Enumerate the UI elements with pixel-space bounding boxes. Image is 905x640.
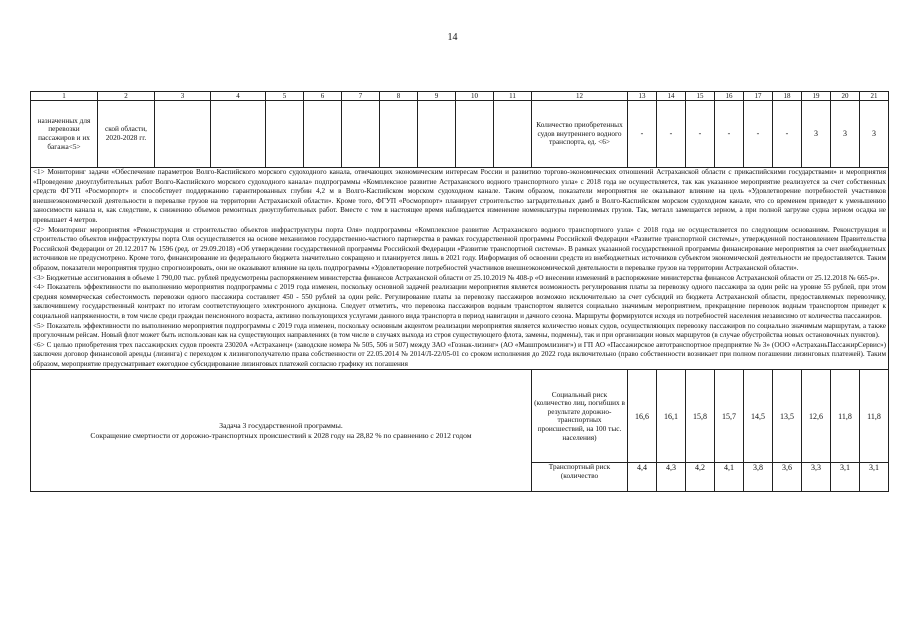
value-cell: 3,6	[773, 463, 802, 492]
col-number: 18	[773, 92, 802, 101]
value-cell: -	[773, 101, 802, 168]
indicator-cell: Количество приобретенных судов внутреннего водного транспорта, ед. <6>	[532, 101, 628, 168]
col-number: 20	[831, 92, 860, 101]
indicator-cell: Транспортный риск (количество	[532, 463, 628, 492]
footnote: <1> Мониторинг задачи «Обеспечение параметров Волго-Каспийского морского судоходного канала, отвечающих экономическим интересам России и развитию торгово-экономических отношений Астраханской области с прикаспийскими государствами» и мероприятия «Проведение дноуглубительных работ Волго-Каспийского морского судоходного канала» подпрограммы «Комплексное развитие Астраханского водного транспортного узла» с 2018 года не осуществляется, так как указанное мероприятие реализуется за счет собственных средств ФГУП «Росморпорт» и способствует поддержанию гарантированных глубин 4,2 м в Волго-Каспийском морском судоходном канале. Таким образом, показатели мероприятия не оказывают влияние на цель «Удовлетворение потребностей участников внешнеэкономической деятельности в перевалке грузов на территории Астраханской области». Кроме того, ФГУП «Росморпорт» планирует строительство заградительных дамб в Волго-Каспийском морском судоходном канале, что со временем приведет к уменьшению заносимости канала и, как следствие, к снижению объемов ремонтных дноуглубительных работ. Вместе с тем в настоящее время наблюдается изменение номенклатуры перевозимых грузов. Так, металл замещается зерном, а при полной загрузке судна зерном осадка не превышает 4 метров.	[33, 168, 886, 224]
indicators-table	[30, 91, 889, 492]
col-number: 3	[155, 92, 211, 101]
task-cell	[31, 370, 532, 492]
col-number: 11	[494, 92, 532, 101]
header-row	[31, 92, 889, 101]
table-row	[31, 101, 889, 168]
table-row	[31, 370, 889, 463]
value-cell: 3,1	[860, 463, 889, 492]
value-cell: 11,8	[860, 370, 889, 463]
footnote: <6> С целью приобретения трех пассажирских судов проекта 23020А «Астраханец» (заводские номера № 505, 506 и 507) между ЗАО «Гознак-лизинг» (АО «Машпромлизинг») и ГП АО «Пассажирское автотранспортное предприятие № 3» (ООО «АстраханьПассажирСервис») заключен договор финансовой аренды (лизинга) с переходом к лизингополучателю права собственности от 22.05.2014 № 2014/Л-22/05-01 со сроком исполнения до 2022 года включительно (право собственности возникает при полном погашении лизинговых платежей). Таким образом, мероприятие предусматривает ежегодное субсидирование лизинговых платежей согласно графику их погашения	[33, 340, 886, 368]
footnote: <5> Показатель эффективности по выполнению мероприятия подпрограммы с 2019 года изменен, поскольку основным акцентом реализации мероприятия является количество новых судов, осуществляющих перевозку пассажиров по социально значимым маршрутам, а также прогулочным рейсам. Новый флот может быть использован как на существующих направлениях (в том числе в случаях выхода из строя существующего флота, замены, подмены), так и при организации новых маршрутов (в случае обустройства новых остановочных пунктов).	[33, 321, 886, 340]
indicator-cell: Социальный риск (количество лиц, погибших в результате дорожно-транспортных происшествий, на 100 тыс. населения)	[532, 370, 628, 463]
value-cell: 15,7	[715, 370, 744, 463]
value-cell: -	[657, 101, 686, 168]
empty-cell	[304, 101, 342, 168]
col-number: 17	[744, 92, 773, 101]
value-cell: 15,8	[686, 370, 715, 463]
empty-cell	[342, 101, 380, 168]
col-number: 9	[418, 92, 456, 101]
value-cell: 4,1	[715, 463, 744, 492]
value-cell: 16,1	[657, 370, 686, 463]
footnote: <4> Показатель эффективности по выполнению мероприятия подпрограммы с 2019 года изменен, поскольку основной задачей реализации мероприятия является возможность регулирования платы за перевозку одного пассажира за один рейс на уровне 55 рублей, при этом средняя коммерческая себестоимость перевозки одного пассажира составляет 450 - 550 рублей за один рейс. Регулирование платы за перевозку пассажиров возможно исключительно за счет субсидий из бюджета Астраханской области, предоставляемых перевозчику, заключившему государственный контракт по итогам соответствующего электронного аукциона. Следует отметить, что перевозка пассажиров водным транспортом является социально значимым мероприятием, прекращение перевозок водным транспортом приведет к социальной напряженности, в том числе среди граждан пенсионного возраста, активно пользующихся услугами данного вида транспорта в период навигации и дачного сезона. Маршруты формируются исходя из потребностей населения независимо от количества пассажиров.	[33, 283, 886, 320]
col-number: 16	[715, 92, 744, 101]
task-title: Задача 3 государственной программы.	[219, 420, 343, 430]
col-number: 10	[456, 92, 494, 101]
page-number: 14	[447, 32, 458, 43]
footnotes-cell	[31, 168, 889, 370]
value-cell: 3,8	[744, 463, 773, 492]
col-number: 15	[686, 92, 715, 101]
value-cell: -	[715, 101, 744, 168]
col-number: 5	[266, 92, 304, 101]
value-cell: 16,6	[628, 370, 657, 463]
footnote: <3> Бюджетные ассигнования в объеме 1 790,00 тыс. рублей предусмотрены распоряжением министерства финансов Астраханской области от 25.10.2019 № 408-р «О внесении изменений в распоряжение министерства финансов Астраханской области от 25.12.2018 № 665-р».	[33, 273, 880, 282]
value-cell: 14,5	[744, 370, 773, 463]
task-text: Сокращение смертности от дорожно-транспортных происшествий к 2028 году на 28,82 % по сравнению с 2012 годом	[90, 430, 472, 440]
empty-cell	[494, 101, 532, 168]
measure-name-cell: назначенных для перевозки пассажиров и их багажа<5>	[31, 101, 98, 168]
value-cell: 4,4	[628, 463, 657, 492]
value-cell: 12,6	[802, 370, 831, 463]
col-number: 13	[628, 92, 657, 101]
value-cell: 3,1	[831, 463, 860, 492]
col-number: 8	[380, 92, 418, 101]
col-number: 2	[98, 92, 155, 101]
col-number: 12	[532, 92, 628, 101]
col-number: 14	[657, 92, 686, 101]
empty-cell	[418, 101, 456, 168]
col-number: 1	[31, 92, 98, 101]
value-cell: 3	[831, 101, 860, 168]
value-cell: -	[628, 101, 657, 168]
measure-region-cell: ской области, 2020-2028 гг.	[98, 101, 155, 168]
empty-cell	[456, 101, 494, 168]
value-cell: 13,5	[773, 370, 802, 463]
empty-cell	[380, 101, 418, 168]
empty-cell	[155, 101, 211, 168]
col-number: 4	[211, 92, 266, 101]
empty-cell	[211, 101, 266, 168]
value-cell: 3	[860, 101, 889, 168]
notes-row	[31, 168, 889, 370]
col-number: 19	[802, 92, 831, 101]
col-number: 7	[342, 92, 380, 101]
value-cell: 4,2	[686, 463, 715, 492]
value-cell: 3	[802, 101, 831, 168]
empty-cell	[266, 101, 304, 168]
col-number: 21	[860, 92, 889, 101]
value-cell: 4,3	[657, 463, 686, 492]
value-cell: -	[686, 101, 715, 168]
col-number: 6	[304, 92, 342, 101]
value-cell: 11,8	[831, 370, 860, 463]
footnote: <2> Мониторинг мероприятия «Реконструкция и строительство объектов инфраструктуры порта Оля» подпрограммы «Комплексное развитие Астраханского водного транспортного узла» с 2018 года не осуществляется по следующим основаниям. Реконструкция и строительство объектов инфраструктуры порта Оля осуществляется на основе механизмов государственно-частного партнерства в рамках государственной программы Российской Федерации «Развитие транспортной системы», утвержденной постановлением Правительства Российской Федерации от 20.12.2017 № 1596 (ред. от 29.09.2018) «Об утверждении государственной программы Российской Федерации «Развитие транспортной системы». В рамках указанной государственной программы финансирование мероприятия за счет внебюджетных источников не предусмотрено. Кроме того, финансирование из федерального бюджета значительно сокращено и планируется лишь в 2021 году. Информация об освоении средств из внебюджетных источников субъектом экономической деятельности не предоставляется. Таким образом, показатели мероприятия трудно спрогнозировать, они не оказывают влияние на цель подпрограммы «Удовлетворение потребностей участников внешнеэкономической деятельности в перевалке грузов на территории Астраханской области».	[33, 225, 886, 272]
value-cell: 3,3	[802, 463, 831, 492]
value-cell: -	[744, 101, 773, 168]
